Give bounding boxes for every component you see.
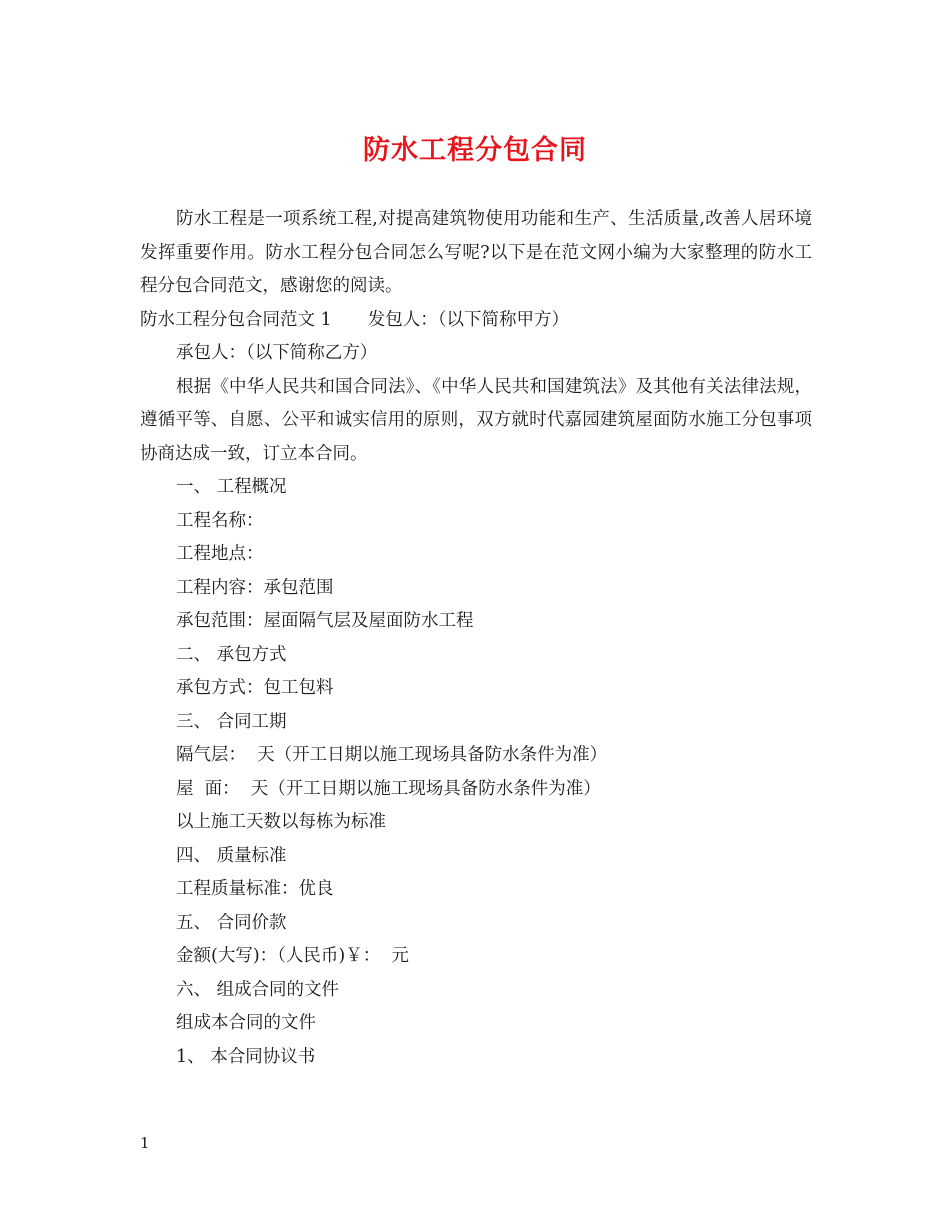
vapor-layer-line: 隔气层： 天（开工日期以施工现场具备防水条件为准） — [176, 745, 608, 765]
duration-note-line: 以上施工天数以每栋为标准 — [176, 812, 386, 832]
document-item-1: 1、 本合同协议书 — [176, 1046, 316, 1067]
roof-line: 屋 面： 天（开工日期以施工现场具备防水条件为准） — [176, 778, 601, 799]
party-a-line: 发包人：（以下简称甲方） — [367, 309, 569, 330]
project-content-line: 工程内容：承包范围 — [176, 577, 334, 598]
section-heading-5: 五、 合同价款 — [176, 912, 287, 933]
sample-heading-row — [140, 304, 812, 338]
page-number: 1 — [140, 1134, 150, 1152]
contract-method-line: 承包方式：包工包料 — [176, 678, 334, 698]
sample-heading: 防水工程分包合同范文 1 — [140, 309, 332, 330]
section-heading-3: 三、 合同工期 — [176, 711, 287, 732]
intro-paragraph: 防水工程是一项系统工程,对提高建筑物使用功能和生产、生活质量,改善人居环境发挥重要作用。防水工程分包合同怎么写呢?以下是在范文网小编为大家整理的防水工程分包合同范文，感谢您的阅读。 — [140, 209, 812, 296]
section-heading-1: 一、 工程概况 — [176, 477, 287, 497]
document-title: 防水工程分包合同 — [363, 135, 587, 166]
amount-line: 金额(大写)：（人民币)￥： 元 — [176, 946, 409, 966]
contract-scope-line: 承包范围：屋面隔气层及屋面防水工程 — [176, 611, 474, 631]
section-heading-6: 六、 组成合同的文件 — [176, 979, 340, 1000]
quality-standard-line: 工程质量标准：优良 — [176, 879, 334, 899]
project-name-line: 工程名称： — [176, 510, 264, 531]
project-location-line: 工程地点： — [176, 544, 264, 564]
basis-paragraph: 根据《中华人民共和国合同法》、《中华人民共和国建筑法》及其他有关法律法规，遵循平等、自愿、公平和诚实信用的原则，双方就时代嘉园建筑屋面防水施工分包事项协商达成一致，订立本合同。 — [140, 376, 812, 464]
section-heading-4: 四、 质量标准 — [176, 845, 287, 866]
document-body — [140, 203, 812, 1074]
party-b-line: 承包人：（以下简称乙方） — [176, 343, 378, 363]
section-heading-2: 二、 承包方式 — [176, 644, 287, 665]
contract-documents-line: 组成本合同的文件 — [176, 1013, 316, 1033]
